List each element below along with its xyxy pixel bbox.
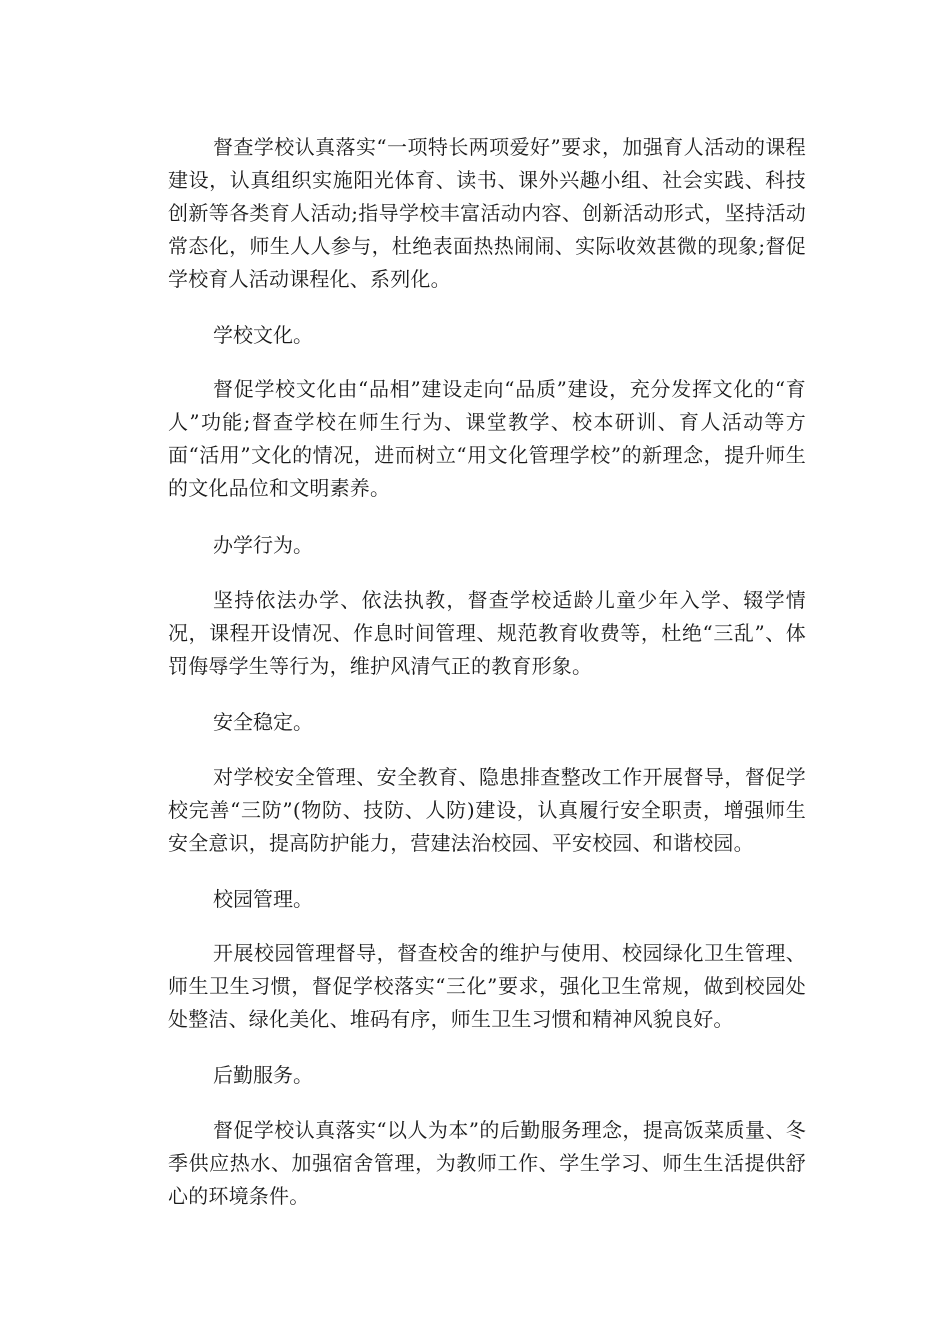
heading-campus-management: 校园管理。	[213, 887, 313, 911]
heading-school-culture: 学校文化。	[213, 323, 313, 347]
heading-school-conduct: 办学行为。	[213, 533, 313, 557]
paragraph-campus-management: 开展校园管理督导，督查校舍的维护与使用、校园绿化卫生管理、师生卫生习惯，督促学校落实“三化”要求，强化卫生常规，做到校园处处整洁、绿化美化、堆码有序，师生卫生习惯和精神风貌良好。	[168, 941, 806, 1031]
heading-safety: 安全稳定。	[213, 710, 313, 734]
paragraph-safety: 对学校安全管理、安全教育、隐患排查整改工作开展督导，督促学校完善“三防”(物防、技防、人防)建设，认真履行安全职责，增强师生安全意识，提高防护能力，营建法治校园、平安校园、和谐校园。	[168, 765, 806, 855]
heading-logistics: 后勤服务。	[213, 1063, 313, 1087]
paragraph-school-culture: 督促学校文化由“品相”建设走向“品质”建设，充分发挥文化的“育人”功能;督查学校在师生行为、课堂教学、校本研训、育人活动等方面“活用”文化的情况，进而树立“用文化管理学校”的新理念，提升师生的文化品位和文明素养。	[168, 377, 806, 500]
paragraph-activities: 督查学校认真落实“一项特长两项爱好”要求，加强育人活动的课程建设，认真组织实施阳光体育、读书、课外兴趣小组、社会实践、科技创新等各类育人活动;指导学校丰富活动内容、创新活动形式，坚持活动常态化，师生人人参与，杜绝表面热热闹闹、实际收效甚微的现象;督促学校育人活动课程化、系列化。	[168, 135, 806, 291]
paragraph-logistics: 督促学校认真落实“以人为本”的后勤服务理念，提高饭菜质量、冬季供应热水、加强宿舍管理，为教师工作、学生学习、师生生活提供舒心的环境条件。	[168, 1118, 806, 1208]
paragraph-school-conduct: 坚持依法办学、依法执教，督查学校适龄儿童少年入学、辍学情况，课程开设情况、作息时间管理、规范教育收费等，杜绝“三乱”、体罚侮辱学生等行为，维护风清气正的教育形象。	[168, 588, 806, 678]
